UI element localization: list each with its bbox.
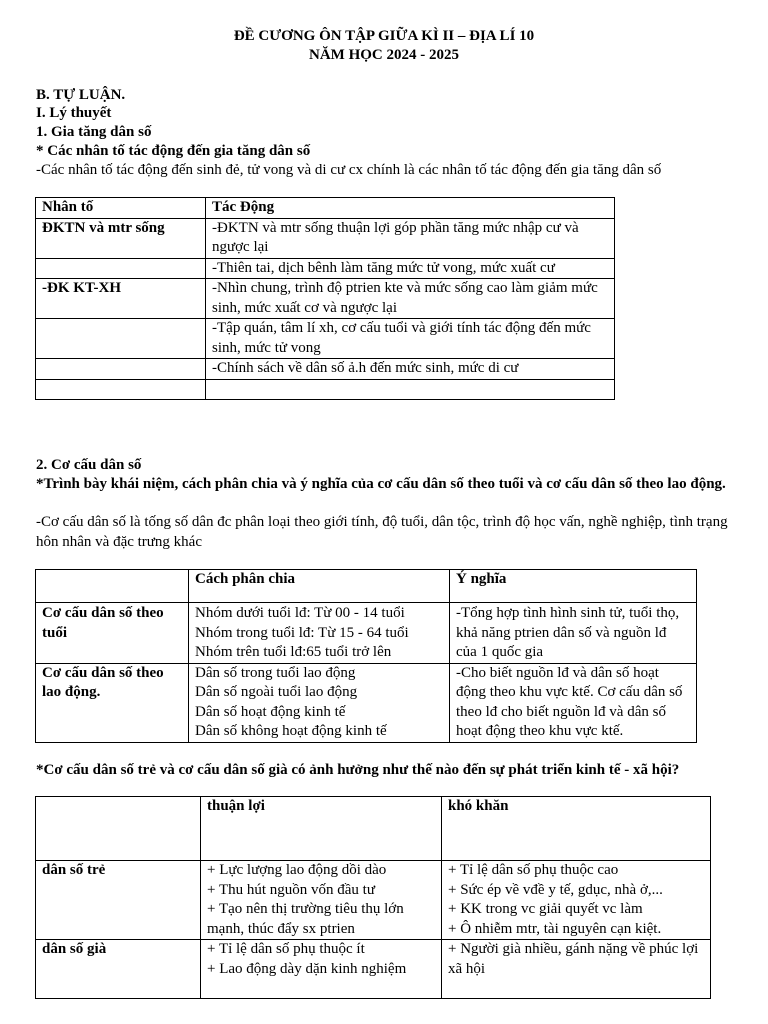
- advantages-cell: [201, 861, 442, 940]
- advantage-line: + Thu hút nguồn vốn đầu tư: [207, 881, 375, 898]
- factor-cell: [36, 379, 206, 399]
- structure-name-cell: Cơ cấu dân số theo tuổi: [36, 603, 189, 664]
- meaning-cell: -Tổng hợp tình hình sinh tử, tuổi thọ, khả năng ptrien dân số và nguồn lđ của 1 quốc gia: [450, 603, 697, 664]
- impact-cell: -Chính sách về dân số ả.h đến mức sinh, mức di cư: [206, 359, 615, 380]
- division-line: Nhóm dưới tuổi lđ: Từ 00 - 14 tuổi: [195, 605, 405, 621]
- meaning-cell: -Cho biết nguồn lđ và dân số hoạt động theo khu vực ktế. Cơ cấu dân số theo lđ cho biết nguồn lđ và dân số hoạt động theo khu vực ktế.: [450, 663, 697, 742]
- population-type-cell: dân số trẻ: [36, 861, 201, 940]
- sec1-text: -Các nhân tố tác động đến sinh đẻ, tử vong và di cư cx chính là các nhân tố tác động đến gia tăng dân số: [36, 162, 662, 178]
- sec1-question: * Các nhân tố tác động đến gia tăng dân số: [36, 143, 311, 159]
- disadvantage-line: + Tỉ lệ dân số phụ thuộc cao: [448, 862, 619, 878]
- impact-cell: -Thiên tai, dịch bênh làm tăng mức tử vong, mức xuất cư: [206, 258, 615, 279]
- table-header: Ý nghĩa: [450, 570, 697, 603]
- table-header: [36, 570, 189, 603]
- table-header: khó khăn: [442, 797, 711, 861]
- division-cell: [189, 603, 450, 664]
- division-cell: [189, 663, 450, 742]
- structure-name-cell: Cơ cấu dân số theo lao động.: [36, 663, 189, 742]
- factor-cell: [36, 319, 206, 359]
- young-old-table: [35, 796, 711, 999]
- title-line-2: NĂM HỌC 2024 - 2025: [309, 47, 459, 63]
- table-header: [36, 797, 201, 861]
- factor-cell: [36, 359, 206, 380]
- advantage-line: + Tỉ lệ dân số phụ thuộc ít: [207, 941, 365, 957]
- factors-table: [35, 197, 615, 400]
- advantage-line: + Lao động dày dặn kinh nghiệm: [207, 960, 407, 977]
- section-b-heading: B. TỰ LUẬN.: [36, 87, 126, 103]
- sec3-question: *Cơ cấu dân số trẻ và cơ cấu dân số già có ảnh hưởng như thế nào đến sự phát triển kinh tế - xã hội?: [36, 762, 680, 778]
- table-header: Cách phân chia: [189, 570, 450, 603]
- impact-cell: [206, 379, 615, 399]
- structure-table: [35, 569, 697, 743]
- impact-cell: -Nhìn chung, trình độ ptrien kte và mức sống cao làm giảm mức sinh, mức xuất cơ và ngược lại: [206, 279, 615, 319]
- factor-cell: [36, 258, 206, 279]
- advantage-line: + Lực lượng lao động dồi dào: [207, 862, 387, 878]
- division-line: Dân số hoạt động kinh tế: [195, 703, 346, 720]
- disadvantage-line: + KK trong vc giải quyết vc làm: [448, 901, 643, 917]
- division-line: Nhóm trên tuổi lđ:65 tuổi trở lên: [195, 644, 392, 660]
- disadvantage-line: + Sức ép về vđề y tế, gdục, nhà ở,...: [448, 881, 663, 898]
- title-line-1: ĐỀ CƯƠNG ÔN TẬP GIỮA KÌ II – ĐỊA LÍ 10: [233, 28, 535, 44]
- table-header: thuận lợi: [201, 797, 442, 861]
- sec2-question: *Trình bày khái niệm, cách phân chia và ý nghĩa của cơ cấu dân số theo tuổi và cơ cấu dân số theo lao động.: [36, 476, 726, 492]
- impact-cell: -ĐKTN và mtr sống thuận lợi góp phần tăng mức nhập cư và ngược lại: [206, 218, 615, 258]
- table-header: Tác Động: [206, 198, 615, 219]
- sec1-heading: 1. Gia tăng dân số: [36, 124, 152, 140]
- division-line: Dân số không hoạt động kinh tế: [195, 723, 387, 739]
- division-line: Dân số trong tuổi lao động: [195, 664, 356, 681]
- factor-cell: -ĐK KT-XH: [36, 279, 206, 319]
- table-header: Nhân tố: [36, 198, 206, 219]
- advantages-cell: [201, 940, 442, 999]
- sec2-heading: 2. Cơ cấu dân số: [36, 457, 142, 473]
- part-i-heading: I. Lý thuyết: [36, 105, 112, 121]
- division-line: Nhóm trong tuổi lđ: Từ 15 - 64 tuổi: [195, 624, 409, 641]
- disadvantages-cell: [442, 861, 711, 940]
- factor-cell: ĐKTN và mtr sống: [36, 218, 206, 258]
- advantage-line: + Tạo nên thị trường tiêu thụ lớn mạnh, thúc đẩy sx ptrien: [207, 901, 404, 937]
- disadvantage-line: + Ô nhiễm mtr, tài nguyên cạn kiệt.: [448, 920, 662, 937]
- disadvantage-line: + Người già nhiều, gánh nặng về phúc lợi xã hội: [448, 941, 699, 977]
- disadvantages-cell: [442, 940, 711, 999]
- population-type-cell: dân số già: [36, 940, 201, 999]
- sec2-text: -Cơ cấu dân số là tống số dân đc phân loại theo giới tính, độ tuổi, dân tộc, trình độ học vấn, nghề nghiệp, tình trạng hôn nhân và đặc trưng khác: [36, 514, 728, 550]
- impact-cell: -Tập quán, tâm lí xh, cơ cấu tuổi và giới tính tác động đến mức sinh, mức tử vong: [206, 319, 615, 359]
- division-line: Dân số ngoài tuổi lao động: [195, 684, 358, 700]
